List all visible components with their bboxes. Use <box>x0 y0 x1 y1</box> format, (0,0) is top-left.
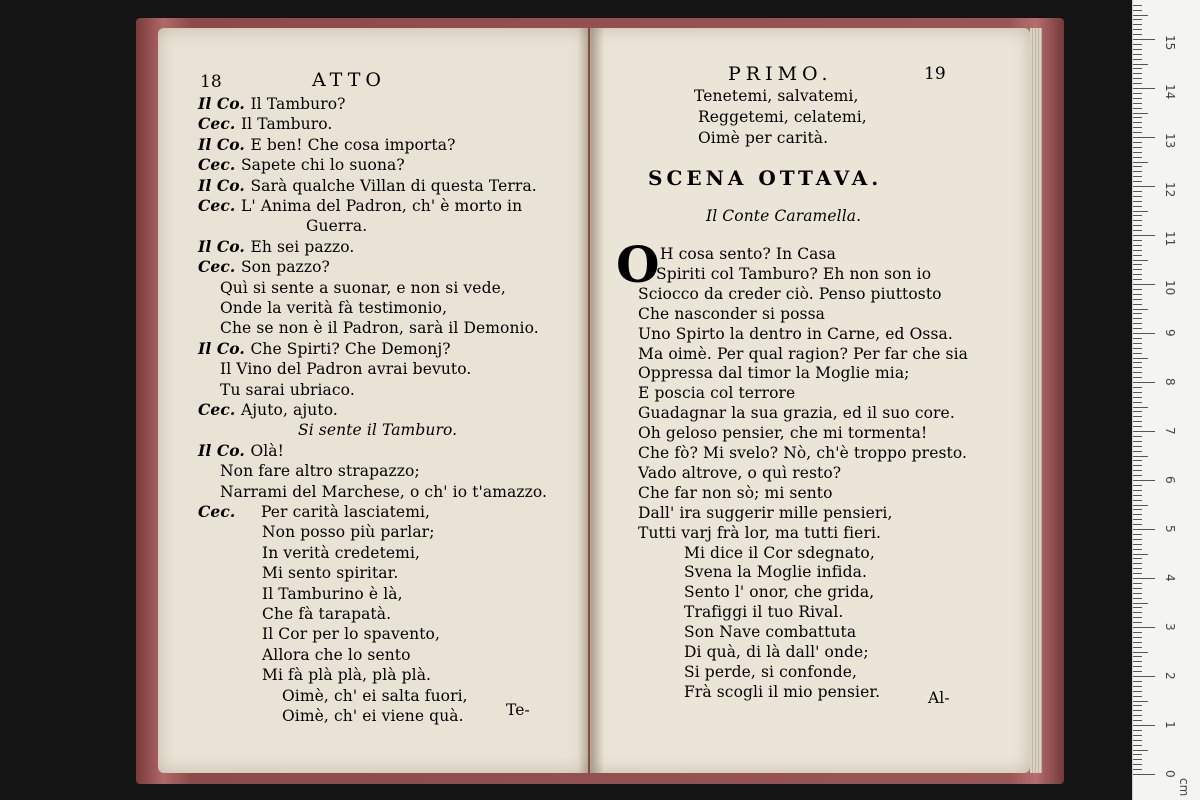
speaker-label: Il Co. <box>198 94 251 113</box>
verse-text: Narrami del Marchese, o ch' io t'amazzo. <box>220 482 548 501</box>
ruler-tick <box>1133 10 1142 11</box>
verse-text: Si sente il Tamburo. <box>298 421 458 440</box>
right-verse-line: Son Nave combattuta <box>684 623 857 642</box>
ruler-tick <box>1133 196 1142 197</box>
verse-text: E ben! Che cosa importa? <box>250 135 456 154</box>
left-text-line <box>198 196 522 216</box>
ruler-tick <box>1133 441 1142 442</box>
ruler-tick <box>1133 358 1148 359</box>
ruler-tick <box>1133 39 1155 40</box>
right-verse-line: Ma oimè. Per qual ragion? Per far che sia <box>638 344 968 363</box>
ruler-tick <box>1133 88 1155 89</box>
verse-text: Oimè, ch' ei viene quà. <box>282 707 464 725</box>
ruler-tick <box>1133 73 1142 74</box>
left-text-line <box>198 114 332 134</box>
left-text-line <box>262 563 398 583</box>
ruler-tick <box>1133 103 1142 104</box>
ruler-tick <box>1133 260 1148 261</box>
ruler-tick <box>1133 220 1142 221</box>
ruler-tick <box>1133 230 1142 231</box>
verse-text: Il Vino del Padron avrai bevuto. <box>220 360 472 379</box>
ruler-tick <box>1133 460 1142 461</box>
ruler-unit: cm <box>1177 778 1191 797</box>
ruler-tick <box>1133 264 1142 265</box>
drop-cap: O <box>616 235 660 294</box>
ruler-tick <box>1133 397 1142 398</box>
ruler-label: 10 <box>1163 280 1177 296</box>
ruler-tick <box>1133 539 1142 540</box>
ruler-tick <box>1133 485 1142 486</box>
ruler-tick <box>1133 696 1142 697</box>
ruler-tick <box>1133 171 1142 172</box>
ruler-tick <box>1133 44 1142 45</box>
ruler-label: 7 <box>1163 427 1177 435</box>
verse-text: Onde la verità fà testimonio, <box>220 299 448 317</box>
right-verse-line: Sento l' onor, che grida, <box>684 583 875 602</box>
ruler-tick <box>1133 725 1155 726</box>
verse-text: Il Tamburino è là, <box>262 584 403 603</box>
right-verse-line: Tutti varj frà lor, ma tutti fieri. <box>638 523 882 542</box>
ruler-tick <box>1133 774 1155 775</box>
left-text-line <box>262 665 431 685</box>
ruler-tick <box>1133 549 1142 550</box>
ruler-tick <box>1133 255 1142 256</box>
verse-text: Il Tamburo. <box>240 115 333 134</box>
verse-text: Mi sento spiritar. <box>262 564 399 583</box>
ruler-label: 2 <box>1163 672 1177 680</box>
left-text-line <box>262 543 420 563</box>
ruler-tick <box>1133 573 1142 574</box>
left-text-line <box>220 461 420 481</box>
ruler-tick <box>1133 372 1142 373</box>
ruler-tick <box>1133 769 1142 770</box>
ruler-label: 9 <box>1163 329 1177 337</box>
left-text-line <box>198 135 456 155</box>
ruler-tick <box>1133 24 1142 25</box>
verse-text: Quì si sente a suonar, e non si vede, <box>220 278 506 297</box>
ruler-tick <box>1133 529 1155 530</box>
ruler-tick <box>1133 593 1142 594</box>
right-verse-line: Vado altrove, o quì resto? <box>638 463 842 482</box>
ruler-tick <box>1133 113 1148 114</box>
ruler-tick <box>1133 367 1142 368</box>
right-verse-line: Guadagnar la sua grazia, ed il suo core. <box>638 404 955 423</box>
ruler-tick <box>1133 661 1142 662</box>
ruler-tick <box>1133 299 1142 300</box>
page-edges <box>1030 28 1042 773</box>
ruler-tick <box>1133 152 1142 153</box>
ruler-tick <box>1133 505 1148 506</box>
left-catchword: Te- <box>506 701 530 719</box>
ruler-tick <box>1133 387 1142 388</box>
ruler-tick <box>1133 642 1142 643</box>
verse-text: Guerra. <box>306 217 368 236</box>
verse-text: Oimè, ch' ei salta fuori, <box>282 686 468 705</box>
ruler-tick <box>1133 157 1142 158</box>
ruler-tick <box>1133 122 1142 123</box>
ruler-tick <box>1133 558 1142 559</box>
ruler-tick <box>1133 676 1155 677</box>
ruler-tick <box>1133 392 1142 393</box>
ruler-tick <box>1133 19 1142 20</box>
verse-text: Eh sei pazzo. <box>250 237 355 256</box>
ruler-tick <box>1133 524 1142 525</box>
ruler-tick <box>1133 598 1142 599</box>
ruler-tick <box>1133 637 1142 638</box>
ruler-tick <box>1133 176 1142 177</box>
ruler-label: 12 <box>1163 182 1177 198</box>
ruler-tick <box>1133 490 1142 491</box>
ruler-tick <box>1133 338 1142 339</box>
verse-text: L' Anima del Padron, ch' è morto in <box>240 197 523 215</box>
right-verse-line: Trafiggi il tuo Rival. <box>684 603 844 622</box>
ruler-tick <box>1133 470 1142 471</box>
left-text-line <box>220 482 547 502</box>
ruler-tick <box>1133 652 1148 653</box>
left-text-line <box>282 686 468 706</box>
right-verse-line: Di quà, di là dall' onde; <box>684 643 869 661</box>
ruler-tick <box>1133 705 1142 706</box>
ruler-tick <box>1133 647 1142 648</box>
ruler-tick <box>1133 568 1142 569</box>
verse-text: Che se non è il Padron, sarà il Demonio. <box>220 319 539 338</box>
verse-text: In verità credetemi, <box>262 543 421 562</box>
ruler-tick <box>1133 495 1142 496</box>
ruler-tick <box>1133 588 1142 589</box>
ruler-tick <box>1133 402 1142 403</box>
ruler-label: 1 <box>1163 721 1177 729</box>
right-verse-line: Spiriti col Tamburo? Eh non son io <box>656 264 932 283</box>
left-text-line <box>198 94 346 114</box>
ruler-label: 15 <box>1163 35 1177 51</box>
verse-text: Che Spirti? Che Demonj? <box>250 339 451 358</box>
ruler-label: 4 <box>1163 574 1177 582</box>
speaker-label: Cec. <box>198 257 241 277</box>
ruler-tick <box>1133 735 1142 736</box>
ruler-tick <box>1133 54 1142 55</box>
right-top-line: Tenetemi, salvatemi, <box>694 87 859 105</box>
ruler-tick <box>1133 622 1142 623</box>
speaker-label: Cec. <box>198 502 241 521</box>
ruler-tick <box>1133 250 1142 251</box>
ruler-label: 5 <box>1163 525 1177 533</box>
ruler-tick <box>1133 544 1142 545</box>
ruler-tick <box>1133 446 1142 447</box>
left-text-line <box>220 278 506 298</box>
ruler-tick <box>1133 745 1142 746</box>
ruler-tick <box>1133 304 1142 305</box>
right-verse-line: Dall' ira suggerir mille pensieri, <box>638 503 893 522</box>
ruler-tick <box>1133 691 1142 692</box>
right-top-line: Reggetemi, celatemi, <box>698 108 867 126</box>
ruler-tick <box>1133 245 1142 246</box>
right-verse-line: E poscia col terrore <box>638 384 796 403</box>
ruler-tick <box>1133 294 1142 295</box>
ruler-tick <box>1133 211 1148 212</box>
ruler-tick <box>1133 681 1142 682</box>
right-verse-line: Che fò? Mi svelo? Nò, ch'è troppo presto. <box>638 444 968 462</box>
ruler-tick <box>1133 759 1142 760</box>
left-text-line <box>262 604 391 624</box>
ruler-tick <box>1133 98 1142 99</box>
ruler-tick <box>1133 701 1148 702</box>
left-text-line <box>262 584 403 604</box>
ruler-tick <box>1133 284 1155 285</box>
ruler-tick <box>1133 686 1142 687</box>
left-text-line <box>198 400 338 420</box>
ruler-tick <box>1133 603 1148 604</box>
right-verse-line: Frà scogli il mio pensier. <box>684 682 881 701</box>
left-text-line <box>220 298 447 318</box>
ruler-label: 14 <box>1163 84 1177 100</box>
ruler-tick <box>1133 627 1155 628</box>
ruler-tick <box>1133 612 1142 613</box>
right-verse-line: Oppressa dal timor la Moglie mia; <box>638 364 910 383</box>
verse-text: Allora che lo sento <box>262 645 411 664</box>
ruler-tick <box>1133 407 1148 408</box>
ruler-tick <box>1133 475 1142 476</box>
right-verse-line: H cosa sento? In Casa <box>660 245 836 263</box>
speaker-label: Cec. <box>198 196 241 215</box>
right-catchword: Al- <box>928 689 950 707</box>
left-text-line <box>298 420 457 440</box>
ruler-tick <box>1133 671 1142 672</box>
ruler-tick <box>1133 534 1142 535</box>
left-text-line <box>198 155 405 175</box>
right-page-header: PRIMO. <box>728 63 833 85</box>
verse-text: Non fare altro strapazzo; <box>220 462 420 481</box>
ruler-tick <box>1133 554 1148 555</box>
ruler-tick <box>1133 15 1148 16</box>
left-page-number: 18 <box>200 72 222 92</box>
ruler-tick <box>1133 274 1142 275</box>
left-text-line <box>262 522 435 542</box>
verse-text: Mi fà plà plà, plà plà. <box>262 666 432 685</box>
left-text-line <box>220 380 355 400</box>
speaker-label: Cec. <box>198 114 241 134</box>
right-verse-line: Che nasconder si possa <box>638 304 825 323</box>
verse-text: Sarà qualche Villan di questa Terra. <box>250 176 537 195</box>
ruler-tick <box>1133 715 1142 716</box>
ruler-label: 6 <box>1163 476 1177 484</box>
left-text-line <box>198 441 284 461</box>
right-verse-line: Oh geloso pensier, che mi tormenta! <box>638 424 928 443</box>
ruler-tick <box>1133 353 1142 354</box>
right-verse-line: Che far non sò; mi sento <box>638 483 833 502</box>
ruler-tick <box>1133 269 1142 270</box>
left-page-header: ATTO <box>312 69 386 91</box>
ruler-tick <box>1133 578 1155 579</box>
ruler-tick <box>1133 509 1142 510</box>
ruler-tick <box>1133 93 1142 94</box>
ruler-tick <box>1133 142 1142 143</box>
ruler-tick <box>1133 431 1155 432</box>
right-verse-line: Mi dice il Cor sdegnato, <box>684 543 875 562</box>
ruler-tick <box>1133 730 1142 731</box>
ruler-tick <box>1133 480 1155 481</box>
left-text-line <box>198 339 451 359</box>
right-verse-line: Svena la Moglie infida. <box>684 563 867 582</box>
measurement-ruler <box>1132 0 1200 800</box>
left-text-line <box>198 257 330 277</box>
left-text-line <box>198 237 354 257</box>
ruler-tick <box>1133 5 1142 6</box>
speaker-label: Il Co. <box>198 134 251 154</box>
left-text-line <box>198 502 430 522</box>
ruler-tick <box>1133 309 1148 310</box>
left-text-line <box>262 624 440 644</box>
ruler-tick <box>1133 64 1148 65</box>
verse-text: Non posso più parlar; <box>262 523 435 542</box>
ruler-tick <box>1133 132 1142 133</box>
right-verse-line: Si perde, si confonde, <box>684 662 858 681</box>
ruler-tick <box>1133 720 1142 721</box>
ruler-tick <box>1133 318 1142 319</box>
ruler-tick <box>1133 514 1142 515</box>
ruler-tick <box>1133 426 1142 427</box>
ruler-tick <box>1133 436 1142 437</box>
ruler-label: 0 <box>1163 770 1177 778</box>
ruler-tick <box>1133 632 1142 633</box>
verse-text: Il Tamburo? <box>250 95 346 113</box>
ruler-tick <box>1133 500 1142 501</box>
ruler-tick <box>1133 78 1142 79</box>
speaker-label: Il Co. <box>198 236 251 256</box>
ruler-tick <box>1133 411 1142 412</box>
verse-text: Tu sarai ubriaco. <box>220 380 355 399</box>
verse-text: Sapete chi lo suona? <box>240 156 405 175</box>
verse-text: Son pazzo? <box>240 258 330 277</box>
ruler-label: 3 <box>1163 623 1177 631</box>
ruler-tick <box>1133 235 1155 236</box>
ruler-tick <box>1133 29 1142 30</box>
ruler-tick <box>1133 313 1142 314</box>
ruler-tick <box>1133 191 1142 192</box>
ruler-tick <box>1133 382 1155 383</box>
left-text-line <box>198 176 537 196</box>
ruler-tick <box>1133 34 1142 35</box>
ruler-tick <box>1133 451 1142 452</box>
ruler-tick <box>1133 225 1142 226</box>
ruler-tick <box>1133 416 1142 417</box>
verse-text: Olà! <box>250 441 284 460</box>
ruler-tick <box>1133 710 1142 711</box>
speaker-label: Il Co. <box>198 175 251 195</box>
ruler-label: 8 <box>1163 378 1177 386</box>
ruler-tick <box>1133 348 1142 349</box>
ruler-tick <box>1133 343 1142 344</box>
ruler-tick <box>1133 206 1142 207</box>
ruler-tick <box>1133 362 1142 363</box>
ruler-tick <box>1133 754 1142 755</box>
ruler-tick <box>1133 137 1155 138</box>
right-page-number: 19 <box>924 64 946 84</box>
right-top-line: Oimè per carità. <box>698 129 829 147</box>
speaker-label: Il Co. <box>198 440 251 460</box>
ruler-tick <box>1133 377 1142 378</box>
ruler-tick <box>1133 186 1155 187</box>
ruler-tick <box>1133 279 1142 280</box>
ruler-tick <box>1133 519 1142 520</box>
ruler-tick <box>1133 83 1142 84</box>
verse-text: Ajuto, ajuto. <box>240 401 338 419</box>
ruler-tick <box>1133 49 1142 50</box>
speaker-label: Cec. <box>198 155 241 175</box>
ruler-tick <box>1133 201 1142 202</box>
left-text-line <box>262 645 411 665</box>
ruler-tick <box>1133 607 1142 608</box>
ruler-tick <box>1133 583 1142 584</box>
ruler-tick <box>1133 764 1142 765</box>
ruler-tick <box>1133 421 1142 422</box>
verse-text: Il Cor per lo spavento, <box>262 625 440 644</box>
ruler-tick <box>1133 456 1148 457</box>
ruler-tick <box>1133 59 1142 60</box>
ruler-tick <box>1133 68 1142 69</box>
ruler-tick <box>1133 289 1142 290</box>
ruler-tick <box>1133 563 1142 564</box>
book-gutter <box>578 28 604 773</box>
speaker-label: Cec. <box>198 400 241 419</box>
left-text-line <box>306 216 367 236</box>
ruler-tick <box>1133 127 1142 128</box>
ruler-tick <box>1133 166 1142 167</box>
ruler-tick <box>1133 108 1142 109</box>
ruler-label: 13 <box>1163 133 1177 149</box>
ruler-tick <box>1133 323 1142 324</box>
ruler-tick <box>1133 215 1142 216</box>
ruler-tick <box>1133 333 1155 334</box>
verse-text: Che fà tarapatà. <box>262 605 392 623</box>
verse-text: Per carità lasciatemi, <box>260 503 431 521</box>
ruler-tick <box>1133 240 1142 241</box>
ruler-tick <box>1133 117 1142 118</box>
ruler-tick <box>1133 750 1148 751</box>
ruler-tick <box>1133 617 1142 618</box>
scene-title: SCENA OTTAVA. <box>648 166 883 190</box>
right-verse-line: Sciocco da creder ciò. Penso piuttosto <box>638 284 942 303</box>
ruler-tick <box>1133 465 1142 466</box>
left-text-line <box>220 318 539 338</box>
ruler-tick <box>1133 740 1142 741</box>
ruler-tick <box>1133 656 1142 657</box>
ruler-tick <box>1133 147 1142 148</box>
ruler-tick <box>1133 328 1142 329</box>
right-verse-line: Uno Spirto la dentro in Carne, ed Ossa. <box>638 324 953 343</box>
ruler-tick <box>1133 666 1142 667</box>
left-text-line <box>282 706 464 726</box>
ruler-tick <box>1133 181 1142 182</box>
speaker-label: Il Co. <box>198 338 251 358</box>
ruler-tick <box>1133 162 1148 163</box>
ruler-label: 11 <box>1163 231 1177 247</box>
scene-character: Il Conte Caramella. <box>706 207 862 225</box>
left-text-line <box>220 359 471 379</box>
